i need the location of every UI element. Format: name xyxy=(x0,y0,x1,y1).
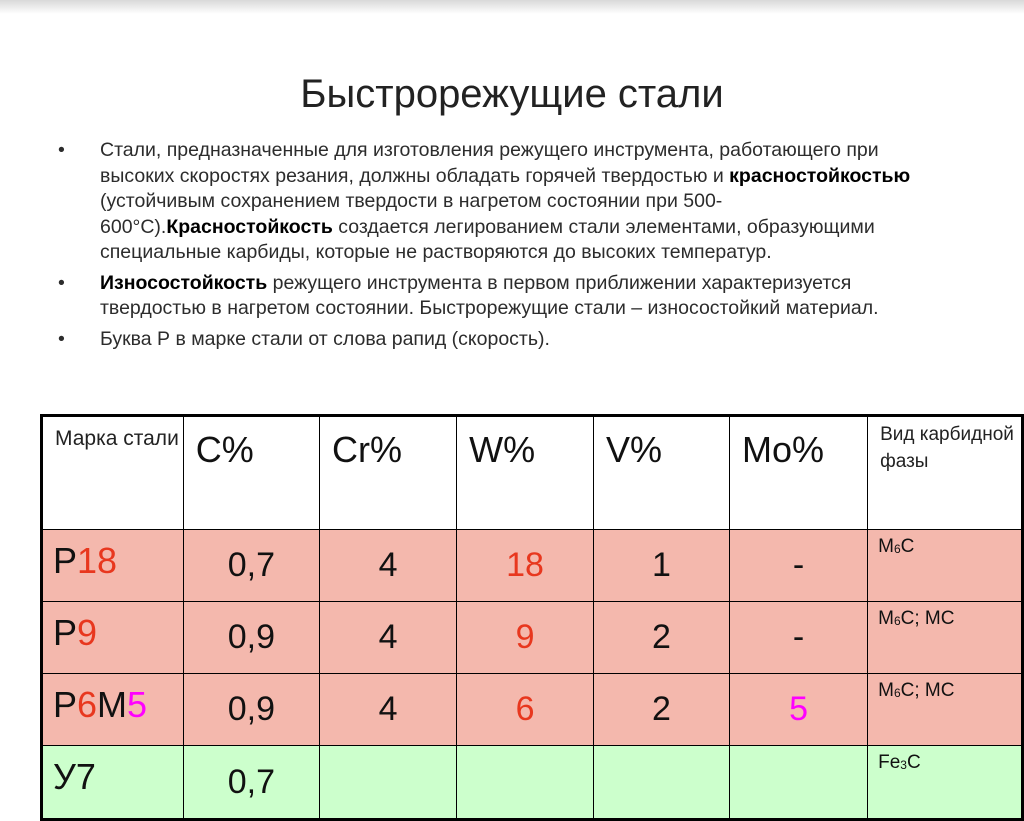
carbide-phase-cell xyxy=(868,746,1023,820)
bullet-list xyxy=(58,138,918,357)
molybdenum-cell xyxy=(729,746,867,820)
steel-composition-table xyxy=(40,414,1024,821)
bullet-bold-term: Износостойкость xyxy=(100,271,268,294)
tungsten-cell xyxy=(457,746,594,820)
phase-rest: C xyxy=(900,536,915,557)
carbon-cell: 0,9 xyxy=(183,602,319,674)
bullet-item-wear-resistance xyxy=(58,271,918,322)
table-row xyxy=(42,674,1023,746)
grade-prefix: Р xyxy=(53,684,78,725)
header-molybdenum: Mo% xyxy=(729,416,867,530)
bullet-dot-icon: • xyxy=(58,139,65,161)
slide-title: Быстрорежущие стали xyxy=(300,72,724,116)
phase-subscript: 6 xyxy=(893,614,901,628)
header-carbide-phase: Вид карбидной фазы xyxy=(868,416,1023,530)
grade-cell xyxy=(42,602,184,674)
grade-prefix: Р xyxy=(53,540,78,581)
carbide-phase-cell xyxy=(868,530,1023,602)
grade-prefix: Р xyxy=(53,612,78,653)
tungsten-cell: 6 xyxy=(457,674,594,746)
phase-subscript: 3 xyxy=(900,758,907,772)
grade-prefix: У7 xyxy=(53,756,96,797)
slide-top-border xyxy=(0,0,1024,14)
molybdenum-cell: - xyxy=(729,530,867,602)
vanadium-cell: 1 xyxy=(593,530,729,602)
header-chromium: Cr% xyxy=(319,416,456,530)
bullet-bold-term: Красностойкость xyxy=(166,215,333,238)
grade-cell xyxy=(42,674,184,746)
bullet-dot-icon: • xyxy=(58,327,65,350)
grade-w-content: 6 xyxy=(77,684,98,725)
bullet-item-hot-hardness xyxy=(58,138,918,266)
bullet-text: режущего инструмента в первом приближении характеризуется твердостью в нагретом состоянии. Быстрорежущие стали – износостойкий материал. xyxy=(100,271,879,319)
phase-rest: C; MC xyxy=(900,608,955,629)
tungsten-cell: 9 xyxy=(457,602,594,674)
molybdenum-cell: - xyxy=(729,602,867,674)
table-header-row xyxy=(42,416,1023,530)
bullet-bold-term: красностойкостью xyxy=(729,164,911,187)
header-tungsten: W% xyxy=(457,416,594,530)
bullet-text: (устойчивым сохранением твердости в нагретом состоянии при 500-600°С). xyxy=(100,190,723,238)
carbon-cell: 0,7 xyxy=(183,530,319,602)
grade-mo-content: 5 xyxy=(127,684,148,725)
phase-element: Fe xyxy=(878,752,901,773)
carbide-phase-cell xyxy=(868,602,1023,674)
chromium-cell: 4 xyxy=(319,674,456,746)
phase-rest: C xyxy=(906,752,921,773)
table-row xyxy=(42,602,1023,674)
chromium-cell xyxy=(319,746,456,820)
phase-rest: C; MC xyxy=(900,680,955,701)
phase-element: M xyxy=(878,608,894,629)
table-row xyxy=(42,746,1023,820)
grade-cell xyxy=(42,530,184,602)
carbon-cell: 0,9 xyxy=(183,674,319,746)
table-row xyxy=(42,530,1023,602)
grade-w-content: 9 xyxy=(77,612,98,653)
bullet-item-letter-p xyxy=(58,327,918,353)
phase-subscript: 6 xyxy=(893,542,901,556)
vanadium-cell xyxy=(593,746,729,820)
carbon-cell: 0,7 xyxy=(183,746,319,820)
header-carbon: С% xyxy=(183,416,319,530)
grade-m-letter: М xyxy=(97,684,128,725)
chromium-cell: 4 xyxy=(319,530,456,602)
vanadium-cell: 2 xyxy=(593,602,729,674)
bullet-text: Буква Р в марке стали от слова рапид (скорость). xyxy=(100,327,550,350)
tungsten-cell: 18 xyxy=(457,530,594,602)
phase-element: M xyxy=(878,536,894,557)
carbide-phase-cell xyxy=(868,674,1023,746)
header-vanadium: V% xyxy=(593,416,729,530)
phase-element: M xyxy=(878,680,894,701)
bullet-text: создается легированием стали элементами, образующими специальные карбиды, которые не растворяются до высоких температур. xyxy=(100,215,875,263)
chromium-cell: 4 xyxy=(319,602,456,674)
molybdenum-cell: 5 xyxy=(729,674,867,746)
header-grade: Марка стали xyxy=(42,416,184,530)
bullet-text: Стали, предназначенные для изготовления режущего инструмента, работающего при высоких скоростях резания, должны обладать горячей твердостью и xyxy=(100,139,879,187)
grade-cell xyxy=(42,746,184,820)
vanadium-cell: 2 xyxy=(593,674,729,746)
grade-w-content: 18 xyxy=(77,540,118,581)
phase-subscript: 6 xyxy=(893,686,901,700)
bullet-dot-icon: • xyxy=(58,271,65,294)
